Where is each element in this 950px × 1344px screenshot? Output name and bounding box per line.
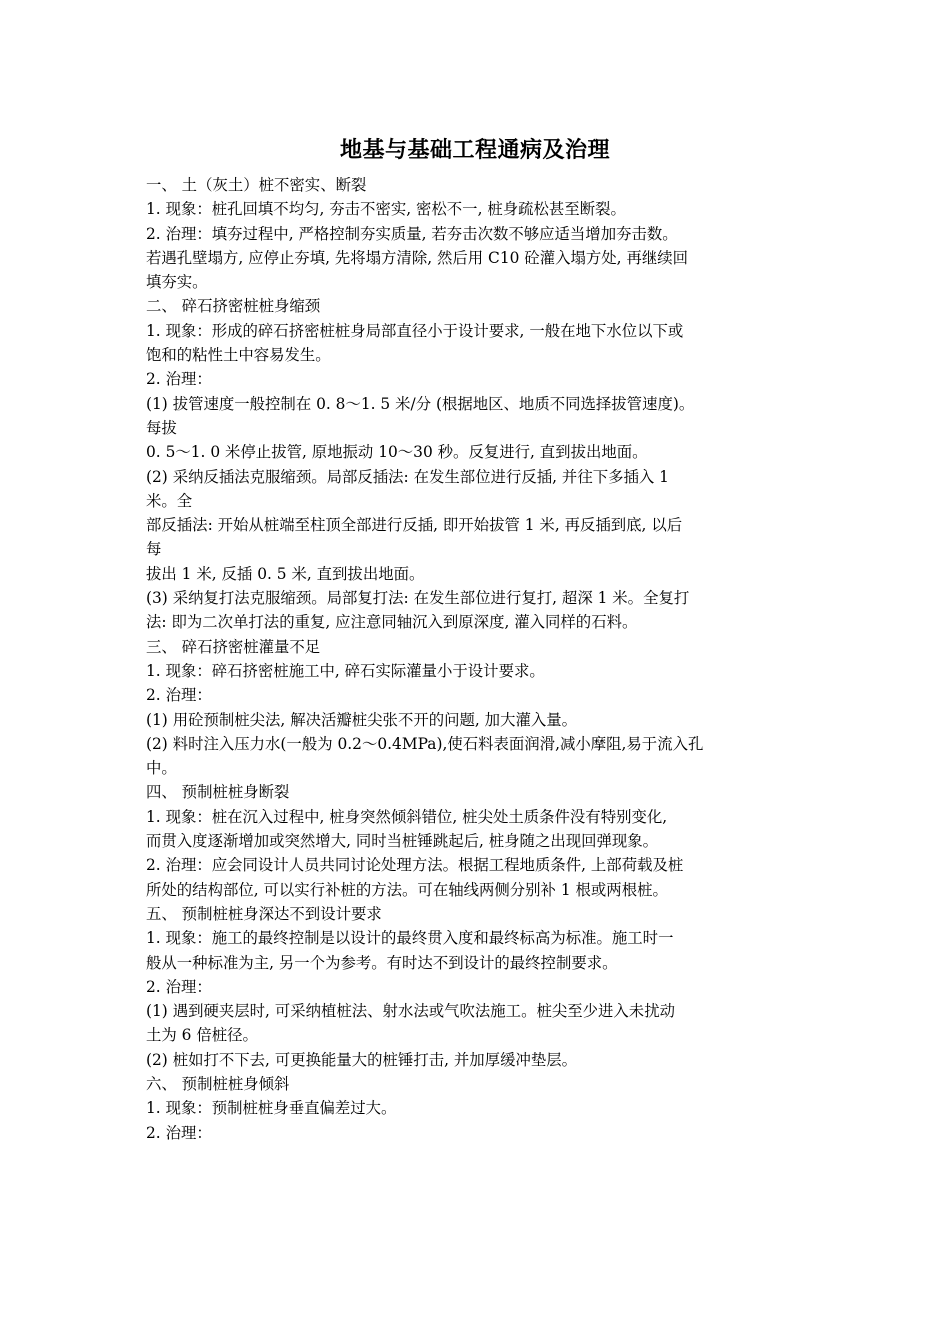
text-line: 0. 5～1. 0 米停止拔管, 原地振动 10～30 秒。反复进行, 直到拔出地面。 xyxy=(146,443,648,462)
text-line: 所处的结构部位, 可以实行补桩的方法。可在轴线两侧分别补 1 根或两根桩。 xyxy=(146,880,668,899)
text-line: 六、 预制桩桩身倾斜 xyxy=(146,1074,290,1093)
text-line: 每 xyxy=(146,540,162,559)
text-line: 五、 预制桩桩身深达不到设计要求 xyxy=(146,904,382,923)
text-line: (2) 料时注入压力水(一般为 0.2～0.4MPa),使石料表面润滑,减小摩阻,易于流入孔 xyxy=(146,734,704,753)
text-line: 2. 治理： xyxy=(146,977,212,996)
text-line: (2) 采纳反插法克服缩颈。局部反插法: 在发生部位进行反插, 并往下多插入 1 xyxy=(146,467,669,486)
document-body xyxy=(146,173,808,1145)
text-line: 1. 现象：形成的碎石挤密桩桩身局部直径小于设计要求, 一般在地下水位以下或 xyxy=(146,321,684,340)
text-line: (1) 拔管速度一般控制在 0. 8～1. 5 米/分 (根据地区、地质不同选择拔管速度)。 xyxy=(146,394,695,413)
text-line: 部反插法: 开始从桩端至柱顶全部进行反插, 即开始拔管 1 米, 再反插到底, 以后 xyxy=(146,516,683,535)
text-line: 若遇孔壁塌方, 应停止夯填, 先将塌方清除, 然后用 C10 砼灌入塌方处, 再继续回 xyxy=(146,248,689,267)
text-line: 拔出 1 米, 反插 0. 5 米, 直到拔出地面。 xyxy=(146,564,425,583)
text-line: 饱和的粘性土中容易发生。 xyxy=(146,346,331,365)
text-line: 中。 xyxy=(146,759,177,778)
text-line: 法: 即为二次单打法的重复, 应注意同轴沉入到原深度, 灌入同样的石料。 xyxy=(146,613,638,632)
text-line: 2. 治理：填夯过程中, 严格控制夯实质量, 若夯击次数不够应适当增加夯击数。 xyxy=(146,224,678,243)
text-line: 一、 土（灰土）桩不密实、断裂 xyxy=(146,176,367,194)
text-line: 2. 治理： xyxy=(146,686,212,705)
text-line: (2) 桩如打不下去, 可更换能量大的桩锤打击, 并加厚缓冲垫层。 xyxy=(146,1050,578,1069)
text-line: (1) 用砼预制桩尖法, 解决活瓣桩尖张不开的问题, 加大灌入量。 xyxy=(146,710,578,729)
text-line: 每拔 xyxy=(146,418,177,437)
text-line: 1. 现象：预制桩桩身垂直偏差过大。 xyxy=(146,1099,397,1118)
text-line: 2. 治理：应会同设计人员共同讨论处理方法。根据工程地质条件, 上部荷载及桩 xyxy=(146,856,684,875)
text-line: 四、 预制桩桩身断裂 xyxy=(146,783,290,802)
text-line: 1. 现象：碎石挤密桩施工中, 碎石实际灌量小于设计要求。 xyxy=(146,661,545,680)
text-line: 2. 治理： xyxy=(146,370,212,389)
text-line: (1) 遇到硬夹层时, 可采纳植桩法、射水法或气吹法施工。桩尖至少进入未扰动 xyxy=(146,1002,675,1021)
text-line: 1. 现象：施工的最终控制是以设计的最终贯入度和最终标高为标准。施工时一 xyxy=(146,929,674,948)
text-line: 2. 治理： xyxy=(146,1123,212,1142)
text-line: 米。全 xyxy=(146,491,193,510)
text-line: 二、 碎石挤密桩桩身缩颈 xyxy=(146,297,321,316)
text-line: 1. 现象：桩孔回填不均匀, 夯击不密实, 密松不一, 桩身疏松甚至断裂。 xyxy=(146,200,626,219)
text-line: 土为 6 倍桩径。 xyxy=(146,1026,258,1045)
document-title: 地基与基础工程通病及治理 xyxy=(339,137,610,163)
text-line: 而贯入度逐渐增加或突然增大, 同时当桩锤跳起后, 桩身随之出现回弹现象。 xyxy=(146,832,659,851)
text-line: (3) 采纳复打法克服缩颈。局部复打法: 在发生部位进行复打, 超深 1 米。全复打 xyxy=(146,589,690,608)
text-line: 1. 现象：桩在沉入过程中, 桩身突然倾斜错位, 桩尖处土质条件没有特别变化, xyxy=(146,807,668,826)
text-line: 填夯实。 xyxy=(146,273,208,292)
text-line: 般从一种标准为主, 另一个为参考。有时达不到设计的最终控制要求。 xyxy=(146,953,618,972)
text-line: 三、 碎石挤密桩灌量不足 xyxy=(146,637,321,656)
